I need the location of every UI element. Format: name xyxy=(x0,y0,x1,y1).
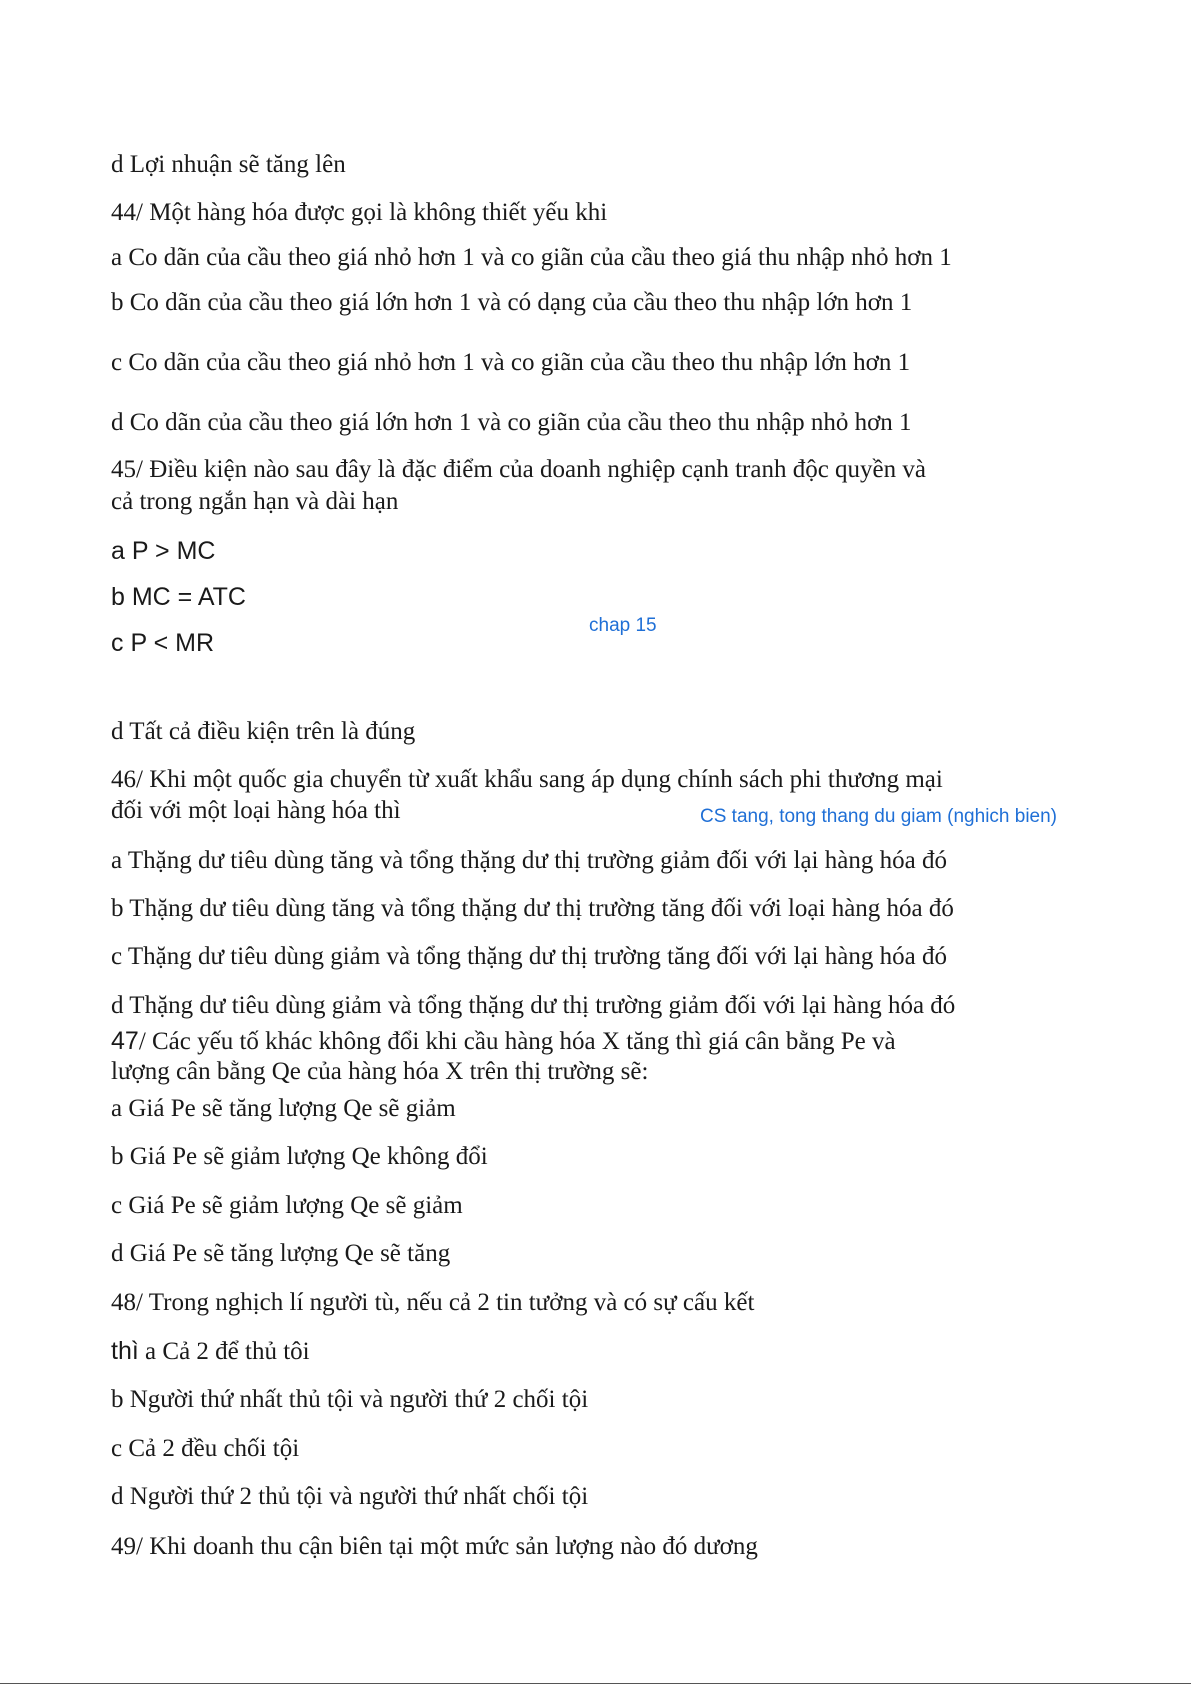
question-49: 49/ Khi doanh thu cận biên tại một mức sản lượng nào đó dương xyxy=(111,1533,758,1560)
option-44a: a Co dãn của cầu theo giá nhỏ hơn 1 và co giãn của cầu theo giá thu nhập nhỏ hơn 1 xyxy=(111,244,952,271)
option-48a xyxy=(111,1335,310,1368)
option-47c: c Giá Pe sẽ giảm lượng Qe sẽ giảm xyxy=(111,1192,463,1219)
annotation-chap: chap 15 xyxy=(589,615,657,636)
question-45-line2: cả trong ngắn hạn và dài hạn xyxy=(111,488,399,515)
option-44b: b Co dãn của cầu theo giá lớn hơn 1 và có dạng của cầu theo thu nhập lớn hơn 1 xyxy=(111,289,913,316)
option-47b: b Giá Pe sẽ giảm lượng Qe không đổi xyxy=(111,1143,488,1170)
option-48b: b Người thứ nhất thủ tội và người thứ 2 chối tội xyxy=(111,1386,589,1413)
option-48a-text: a Cả 2 để thủ tôi xyxy=(138,1338,310,1365)
question-45-line1: 45/ Điều kiện nào sau đây là đặc điểm của doanh nghiệp cạnh tranh độc quyền và xyxy=(111,456,927,483)
option-48a-prefix: thì xyxy=(111,1337,139,1365)
question-47-text: / Các yếu tố khác không đổi khi cầu hàng hóa X tăng thì giá cân bằng Pe và xyxy=(138,1028,896,1055)
question-47-line2: lượng cân bằng Qe của hàng hóa X trên thị trường sẽ: xyxy=(111,1058,649,1085)
question-48: 48/ Trong nghịch lí người tù, nếu cả 2 tin tưởng và có sự cấu kết xyxy=(111,1289,755,1316)
annotation-cs: CS tang, tong thang du giam (nghich bien) xyxy=(700,806,1058,827)
option-46d: d Thặng dư tiêu dùng giảm và tổng thặng dư thị trường giảm đối với lại hàng hóa đó xyxy=(111,992,956,1019)
option-48c: c Cả 2 đều chối tội xyxy=(111,1435,300,1462)
option-47d: d Giá Pe sẽ tăng lượng Qe sẽ tăng xyxy=(111,1240,451,1267)
option-45d: d Tất cả điều kiện trên là đúng xyxy=(111,718,416,745)
option-44d: d Co dãn của cầu theo giá lớn hơn 1 và co giãn của cầu theo thu nhập nhỏ hơn 1 xyxy=(111,409,912,436)
option-45a: a P > MC xyxy=(111,537,216,565)
question-46-line1: 46/ Khi một quốc gia chuyển từ xuất khẩu sang áp dụng chính sách phi thương mại xyxy=(111,766,943,793)
option-46a: a Thặng dư tiêu dùng tăng và tổng thặng dư thị trường giảm đối với lại hàng hóa đó xyxy=(111,847,947,874)
option-47a: a Giá Pe sẽ tăng lượng Qe sẽ giảm xyxy=(111,1095,456,1122)
option-45c: c P < MR xyxy=(111,629,215,657)
option-45b: b MC = ATC xyxy=(111,583,246,611)
option-text: d Lợi nhuận sẽ tăng lên xyxy=(111,151,346,178)
question-44: 44/ Một hàng hóa được gọi là không thiết yếu khi xyxy=(111,199,608,226)
page-bottom-rule xyxy=(0,1683,1191,1684)
question-46-line2: đối với một loại hàng hóa thì xyxy=(111,797,401,824)
question-47-number: 47 xyxy=(111,1027,139,1055)
option-44c: c Co dãn của cầu theo giá nhỏ hơn 1 và co giãn của cầu theo thu nhập lớn hơn 1 xyxy=(111,349,911,376)
question-47-line1 xyxy=(111,1025,896,1058)
option-48d: d Người thứ 2 thủ tội và người thứ nhất chối tội xyxy=(111,1483,589,1510)
option-46c: c Thặng dư tiêu dùng giảm và tổng thặng dư thị trường tăng đối với lại hàng hóa đó xyxy=(111,943,947,970)
option-46b: b Thặng dư tiêu dùng tăng và tổng thặng dư thị trường tăng đối với loại hàng hóa đó xyxy=(111,895,954,922)
